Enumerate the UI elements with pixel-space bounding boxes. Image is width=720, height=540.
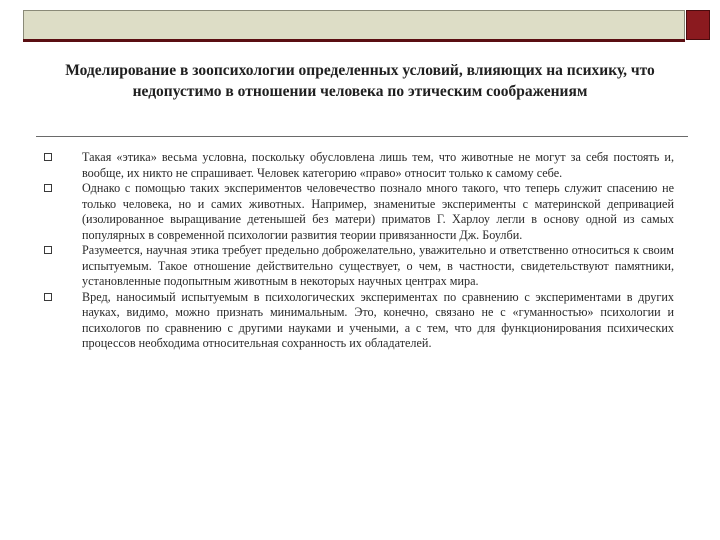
list-item xyxy=(0,243,720,290)
title-divider xyxy=(36,136,688,137)
bullet-text: Однако с помощью таких экспериментов человечество познало много такого, что теперь служит спасению не только человека, но и самих животных. Например, знаменитые эксперименты с материнской депривацией (изолированное выращивание детенышей без матери) приматов Г. Харлоу легли в основу одной из самых популярных в современной психологии развития теории привязанности Дж. Боулби. xyxy=(82,181,674,242)
square-bullet-icon xyxy=(44,184,52,192)
corner-accent-box xyxy=(686,10,710,40)
list-item xyxy=(0,181,720,243)
bullet-text: Вред, наносимый испытуемым в психологических экспериментах по сравнению с экспериментами в других науках, видимо, можно признать минимальным. Это, конечно, связано не с «гуманностью» психологии и психологов по сравнению с другими науками и учеными, а с тем, что для функционирования психических процессов необходима относительная сохранность их обладателей. xyxy=(82,289,674,350)
list-item xyxy=(0,150,720,181)
bullet-text: Разумеется, научная этика требует предельно доброжелательно, уважительно и ответственно относиться к своим испытуемым. Такое отношение действительно существует, о чем, в частности, свидетельствуют памятники, установленные подопытным животным в некоторых научных центрах мира. xyxy=(82,243,674,288)
slide-title: Моделирование в зоопсихологии определенных условий, влияющих на психику, что недопустимо в отношении человека по этическим соображениям xyxy=(65,62,655,100)
square-bullet-icon xyxy=(44,246,52,254)
top-bar xyxy=(23,10,685,40)
bullet-text: Такая «этика» весьма условна, поскольку обусловлена лишь тем, что животные не могут за себя постоять и, вообще, их никто не спрашивает. Человек категорию «право» относит только к самому себе. xyxy=(82,150,674,180)
bullet-list xyxy=(0,150,720,352)
top-bar-underline xyxy=(23,39,685,42)
square-bullet-icon xyxy=(44,153,52,161)
list-item xyxy=(0,290,720,352)
square-bullet-icon xyxy=(44,293,52,301)
